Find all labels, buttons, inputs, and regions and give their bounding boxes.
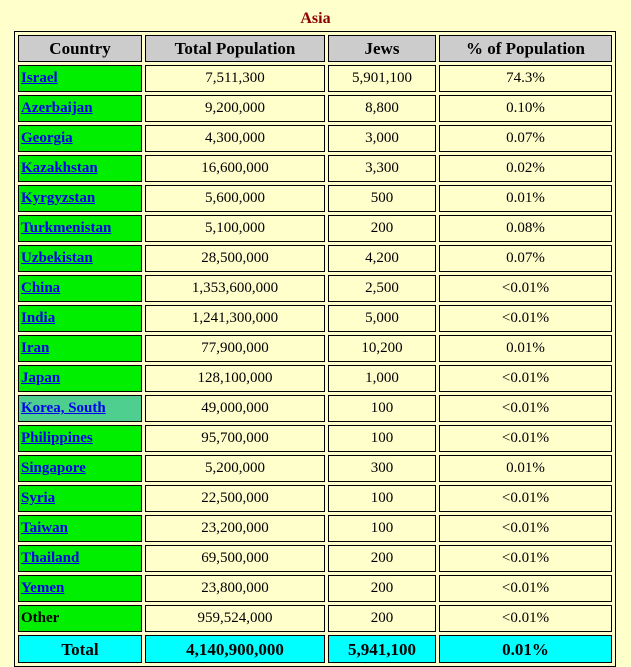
jews-cell: 200 xyxy=(328,545,436,572)
jews-cell: 500 xyxy=(328,185,436,212)
population-cell: 7,511,300 xyxy=(145,65,325,92)
jews-cell: 5,901,100 xyxy=(328,65,436,92)
country-cell[interactable] xyxy=(18,65,142,92)
table-row xyxy=(18,335,612,362)
country-link[interactable]: China xyxy=(21,280,61,296)
population-cell: 959,524,000 xyxy=(145,605,325,632)
jews-cell: 8,800 xyxy=(328,95,436,122)
population-cell: 69,500,000 xyxy=(145,545,325,572)
country-cell[interactable] xyxy=(18,575,142,602)
table-row xyxy=(18,95,612,122)
jews-cell: 1,000 xyxy=(328,365,436,392)
country-label: Other xyxy=(21,610,60,626)
jews-cell: 300 xyxy=(328,455,436,482)
population-cell: 49,000,000 xyxy=(145,395,325,422)
jews-cell: 100 xyxy=(328,485,436,512)
country-link[interactable]: Georgia xyxy=(21,130,73,146)
percent-cell: 74.3% xyxy=(439,65,612,92)
table-row xyxy=(18,275,612,302)
population-cell: 9,200,000 xyxy=(145,95,325,122)
population-cell: 5,200,000 xyxy=(145,455,325,482)
country-cell[interactable] xyxy=(18,485,142,512)
table-row xyxy=(18,125,612,152)
jews-cell: 3,300 xyxy=(328,155,436,182)
table-row xyxy=(18,365,612,392)
population-cell: 77,900,000 xyxy=(145,335,325,362)
table-row xyxy=(18,215,612,242)
table-row xyxy=(18,515,612,542)
country-cell[interactable] xyxy=(18,395,142,422)
population-cell: 4,300,000 xyxy=(145,125,325,152)
total-label: Total xyxy=(18,635,142,663)
total-population-cell: 4,140,900,000 xyxy=(145,635,325,663)
country-cell[interactable] xyxy=(18,365,142,392)
table-row xyxy=(18,185,612,212)
jews-cell: 5,000 xyxy=(328,305,436,332)
table-row xyxy=(18,245,612,272)
population-cell: 1,353,600,000 xyxy=(145,275,325,302)
percent-cell: <0.01% xyxy=(439,425,612,452)
table-row xyxy=(18,65,612,92)
country-cell[interactable] xyxy=(18,335,142,362)
population-cell: 1,241,300,000 xyxy=(145,305,325,332)
population-cell: 16,600,000 xyxy=(145,155,325,182)
population-table xyxy=(14,31,616,667)
percent-cell: 0.01% xyxy=(439,185,612,212)
percent-cell: <0.01% xyxy=(439,515,612,542)
country-cell[interactable] xyxy=(18,545,142,572)
country-cell xyxy=(18,605,142,632)
table-caption: Asia xyxy=(300,10,331,27)
column-header-total-population: Total Population xyxy=(145,35,325,62)
percent-cell: 0.08% xyxy=(439,215,612,242)
column-header-country: Country xyxy=(18,35,142,62)
country-link[interactable]: India xyxy=(21,310,56,326)
table-row xyxy=(18,155,612,182)
percent-cell: <0.01% xyxy=(439,305,612,332)
table-row xyxy=(18,545,612,572)
country-link[interactable]: Korea, South xyxy=(21,400,106,416)
country-cell[interactable] xyxy=(18,155,142,182)
population-cell: 22,500,000 xyxy=(145,485,325,512)
country-link[interactable]: Japan xyxy=(21,370,61,386)
country-cell[interactable] xyxy=(18,125,142,152)
jews-cell: 4,200 xyxy=(328,245,436,272)
percent-cell: 0.10% xyxy=(439,95,612,122)
percent-cell: 0.01% xyxy=(439,335,612,362)
percent-cell: <0.01% xyxy=(439,605,612,632)
country-link[interactable]: Israel xyxy=(21,70,58,86)
country-link[interactable]: Iran xyxy=(21,340,50,356)
country-cell[interactable] xyxy=(18,215,142,242)
country-link[interactable]: Syria xyxy=(21,490,56,506)
country-cell[interactable] xyxy=(18,185,142,212)
jews-cell: 200 xyxy=(328,215,436,242)
total-percent-cell: 0.01% xyxy=(439,635,612,663)
population-cell: 128,100,000 xyxy=(145,365,325,392)
percent-cell: 0.01% xyxy=(439,455,612,482)
country-link[interactable]: Yemen xyxy=(21,580,65,596)
table-row xyxy=(18,485,612,512)
country-cell[interactable] xyxy=(18,515,142,542)
jews-cell: 100 xyxy=(328,515,436,542)
table-row xyxy=(18,305,612,332)
country-link[interactable]: Kazakhstan xyxy=(21,160,98,176)
population-cell: 95,700,000 xyxy=(145,425,325,452)
percent-cell: 0.07% xyxy=(439,245,612,272)
table-row xyxy=(18,575,612,602)
population-cell: 28,500,000 xyxy=(145,245,325,272)
country-cell[interactable] xyxy=(18,305,142,332)
table-header-row xyxy=(18,35,612,62)
country-link[interactable]: Thailand xyxy=(21,550,80,566)
country-cell[interactable] xyxy=(18,245,142,272)
country-cell[interactable] xyxy=(18,425,142,452)
jews-cell: 3,000 xyxy=(328,125,436,152)
percent-cell: <0.01% xyxy=(439,395,612,422)
jews-cell: 2,500 xyxy=(328,275,436,302)
population-cell: 23,800,000 xyxy=(145,575,325,602)
country-link[interactable]: Uzbekistan xyxy=(21,250,93,266)
jews-cell: 100 xyxy=(328,425,436,452)
table-body xyxy=(18,65,612,632)
jews-cell: 100 xyxy=(328,395,436,422)
percent-cell: <0.01% xyxy=(439,485,612,512)
country-link[interactable]: Singapore xyxy=(21,460,86,476)
country-cell[interactable] xyxy=(18,275,142,302)
table-row xyxy=(18,395,612,422)
percent-cell: <0.01% xyxy=(439,275,612,302)
percent-cell: 0.07% xyxy=(439,125,612,152)
table-row xyxy=(18,425,612,452)
country-cell[interactable] xyxy=(18,455,142,482)
country-link[interactable]: Turkmenistan xyxy=(21,220,112,236)
column-header-percent: % of Population xyxy=(439,35,612,62)
country-link[interactable]: Azerbaijan xyxy=(21,100,93,116)
jews-cell: 200 xyxy=(328,575,436,602)
percent-cell: <0.01% xyxy=(439,545,612,572)
country-cell[interactable] xyxy=(18,95,142,122)
population-cell: 5,600,000 xyxy=(145,185,325,212)
percent-cell: 0.02% xyxy=(439,155,612,182)
country-link[interactable]: Kyrgyzstan xyxy=(21,190,96,206)
percent-cell: <0.01% xyxy=(439,365,612,392)
jews-cell: 10,200 xyxy=(328,335,436,362)
table-row xyxy=(18,455,612,482)
column-header-jews: Jews xyxy=(328,35,436,62)
country-link[interactable]: Philippines xyxy=(21,430,93,446)
population-cell: 5,100,000 xyxy=(145,215,325,242)
table-row xyxy=(18,605,612,632)
total-jews-cell: 5,941,100 xyxy=(328,635,436,663)
country-link[interactable]: Taiwan xyxy=(21,520,68,536)
jews-cell: 200 xyxy=(328,605,436,632)
percent-cell: <0.01% xyxy=(439,575,612,602)
population-cell: 23,200,000 xyxy=(145,515,325,542)
